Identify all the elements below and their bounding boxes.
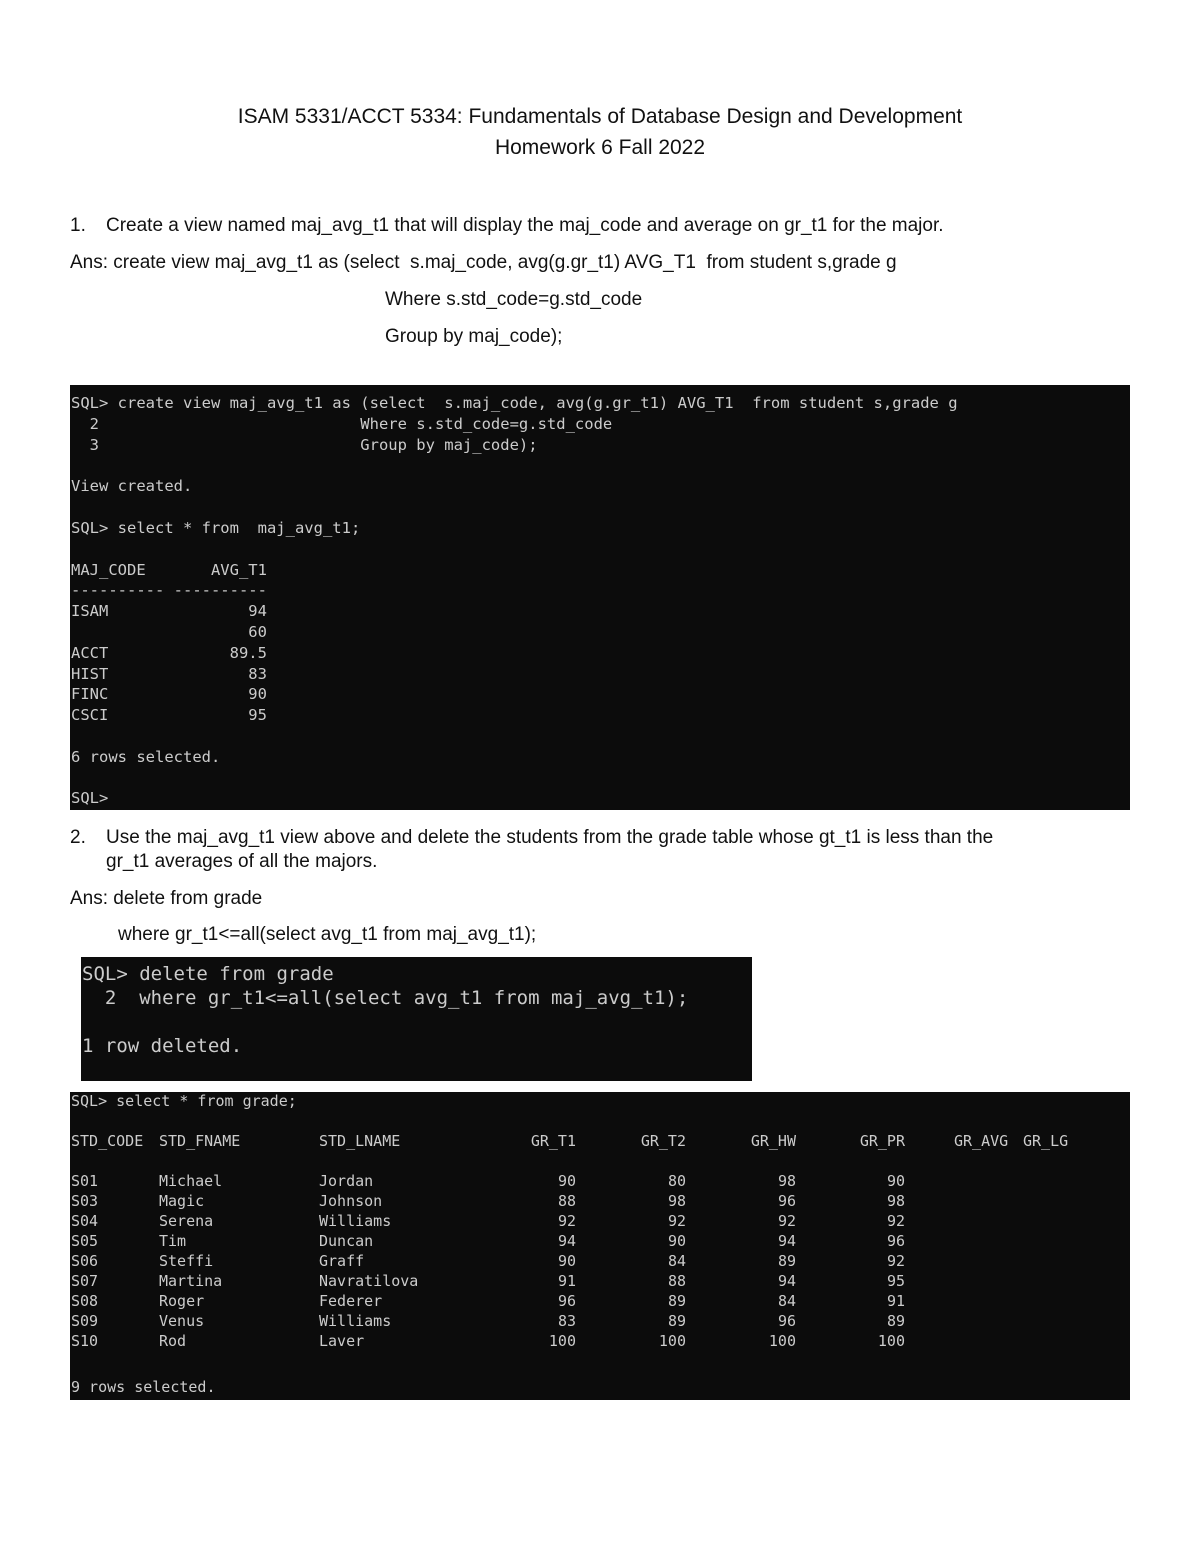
table-cell: Federer <box>319 1292 383 1310</box>
table-cell: 95 <box>886 1272 905 1290</box>
table-cell: 88 <box>557 1192 576 1210</box>
table-cell: 88 <box>667 1272 686 1290</box>
terminal-line: SQL> select * from maj_avg_t1; <box>71 519 361 537</box>
table-cell: 100 <box>658 1332 686 1350</box>
q1-answer-line-3: Group by maj_code); <box>385 326 563 347</box>
table-cell: S03 <box>71 1192 99 1210</box>
table-cell: 92 <box>886 1252 905 1270</box>
column-header-std-lname: STD_LNAME <box>319 1132 401 1150</box>
table-cell: 98 <box>777 1172 796 1190</box>
terminal-line: 2 where gr_t1<=all(select avg_t1 from maj_avg_t1); <box>82 987 689 1009</box>
terminal-line: MAJ_CODE AVG_T1 <box>71 561 267 579</box>
table-cell: 96 <box>777 1192 796 1210</box>
table-cell: Magic <box>159 1192 205 1210</box>
q1-answer-line-1: Ans: create view maj_avg_t1 as (select s.maj_code, avg(g.gr_t1) AVG_T1 from student s,grade g <box>70 252 897 273</box>
table-cell: Duncan <box>319 1232 374 1250</box>
column-header-std-fname: STD_FNAME <box>159 1132 241 1150</box>
table-cell: S10 <box>71 1332 99 1350</box>
table-cell: 92 <box>777 1212 796 1230</box>
terminal-line: SQL> delete from grade <box>82 963 334 985</box>
table-cell: S01 <box>71 1172 99 1190</box>
terminal-line: HIST 83 <box>71 665 267 683</box>
table-cell: 98 <box>667 1192 686 1210</box>
terminal-line: 60 <box>71 623 267 641</box>
terminal-create-view <box>70 385 1130 810</box>
table-cell: 94 <box>557 1232 576 1250</box>
table-cell: 90 <box>667 1232 686 1250</box>
terminal-line: FINC 90 <box>71 685 267 703</box>
terminal-line: ---------- ---------- <box>71 581 267 599</box>
table-cell: Roger <box>159 1292 205 1310</box>
table-cell: 91 <box>557 1272 576 1290</box>
table-cell: Serena <box>159 1212 214 1230</box>
table-cell: 100 <box>768 1332 796 1350</box>
q2-question-line-2: gr_t1 averages of all the majors. <box>106 851 378 872</box>
table-cell: 89 <box>667 1312 686 1330</box>
table-cell: Williams <box>319 1312 392 1330</box>
q2-answer-line-1: Ans: delete from grade <box>70 888 263 909</box>
table-cell: 96 <box>557 1292 576 1310</box>
table-cell: 80 <box>667 1172 686 1190</box>
table-cell: 92 <box>667 1212 686 1230</box>
column-header-gr-avg: GR_AVG <box>954 1132 1009 1150</box>
table-cell: S04 <box>71 1212 99 1230</box>
table-cell: 84 <box>667 1252 686 1270</box>
table-cell: 84 <box>777 1292 796 1310</box>
column-header-std-code: STD_CODE <box>71 1132 144 1150</box>
table-cell: 98 <box>886 1192 905 1210</box>
table-cell: Michael <box>159 1172 223 1190</box>
table-cell: Navratilova <box>319 1272 419 1290</box>
terminal-command: SQL> select * from grade; <box>71 1092 297 1110</box>
terminal-line: ACCT 89.5 <box>71 644 267 662</box>
table-cell: 90 <box>557 1252 576 1270</box>
table-cell: S09 <box>71 1312 99 1330</box>
terminal-line: ISAM 94 <box>71 602 267 620</box>
column-header-gr-lg: GR_LG <box>1023 1132 1069 1150</box>
terminal-line: SQL> create view maj_avg_t1 as (select s.maj_code, avg(g.gr_t1) AVG_T1 from student s,grade g <box>71 394 958 412</box>
terminal-select-grade <box>70 1092 1130 1400</box>
table-cell: Jordan <box>319 1172 374 1190</box>
table-cell: 91 <box>886 1292 905 1310</box>
table-cell: Tim <box>159 1232 187 1250</box>
q2-question-line-1: Use the maj_avg_t1 view above and delete the students from the grade table whose gt_t1 is less than the <box>106 827 994 848</box>
doc-subtitle: Homework 6 Fall 2022 <box>494 136 706 159</box>
terminal-footer: 9 rows selected. <box>71 1378 216 1396</box>
terminal-line: View created. <box>71 477 193 495</box>
terminal-line: 3 Group by maj_code); <box>71 436 538 454</box>
table-cell: S06 <box>71 1252 99 1270</box>
column-header-gr-t2: GR_T2 <box>640 1132 686 1150</box>
table-cell: Rod <box>159 1332 187 1350</box>
table-cell: Johnson <box>319 1192 383 1210</box>
terminal-line: CSCI 95 <box>71 706 267 724</box>
column-header-gr-pr: GR_PR <box>859 1132 905 1150</box>
table-cell: 94 <box>777 1272 796 1290</box>
table-cell: Graff <box>319 1252 365 1270</box>
table-cell: 94 <box>777 1232 796 1250</box>
table-cell: Martina <box>159 1272 223 1290</box>
terminal-line: 1 row deleted. <box>82 1035 243 1057</box>
table-cell: 89 <box>886 1312 905 1330</box>
table-cell: Laver <box>319 1332 365 1350</box>
table-cell: S05 <box>71 1232 99 1250</box>
table-cell: 89 <box>667 1292 686 1310</box>
table-cell: S07 <box>71 1272 99 1290</box>
table-cell: 89 <box>777 1252 796 1270</box>
table-cell: 100 <box>877 1332 905 1350</box>
table-cell: Steffi <box>159 1252 214 1270</box>
q2-answer-line-2: where gr_t1<=all(select avg_t1 from maj_avg_t1); <box>118 924 537 945</box>
terminal-line: 2 Where s.std_code=g.std_code <box>71 415 613 433</box>
q1-number: 1. <box>70 215 86 236</box>
column-header-gr-t1: GR_T1 <box>530 1132 576 1150</box>
table-cell: 92 <box>886 1212 905 1230</box>
terminal-delete <box>81 957 752 1081</box>
terminal-line: 6 rows selected. <box>71 748 221 766</box>
table-cell: Venus <box>159 1312 205 1330</box>
q1-answer-line-2: Where s.std_code=g.std_code <box>385 289 643 310</box>
doc-title: ISAM 5331/ACCT 5334: Fundamentals of Database Design and Development <box>237 105 963 128</box>
terminal-line: SQL> <box>71 789 109 807</box>
table-cell: 100 <box>548 1332 576 1350</box>
table-cell: 90 <box>886 1172 905 1190</box>
table-cell: S08 <box>71 1292 99 1310</box>
table-cell: Williams <box>319 1212 392 1230</box>
q1-question: Create a view named maj_avg_t1 that will display the maj_code and average on gr_t1 for the major. <box>106 215 944 236</box>
table-cell: 92 <box>557 1212 576 1230</box>
q2-number: 2. <box>70 827 86 848</box>
table-cell: 83 <box>557 1312 576 1330</box>
table-cell: 96 <box>777 1312 796 1330</box>
table-cell: 96 <box>886 1232 905 1250</box>
column-header-gr-hw: GR_HW <box>750 1132 796 1150</box>
table-cell: 90 <box>557 1172 576 1190</box>
